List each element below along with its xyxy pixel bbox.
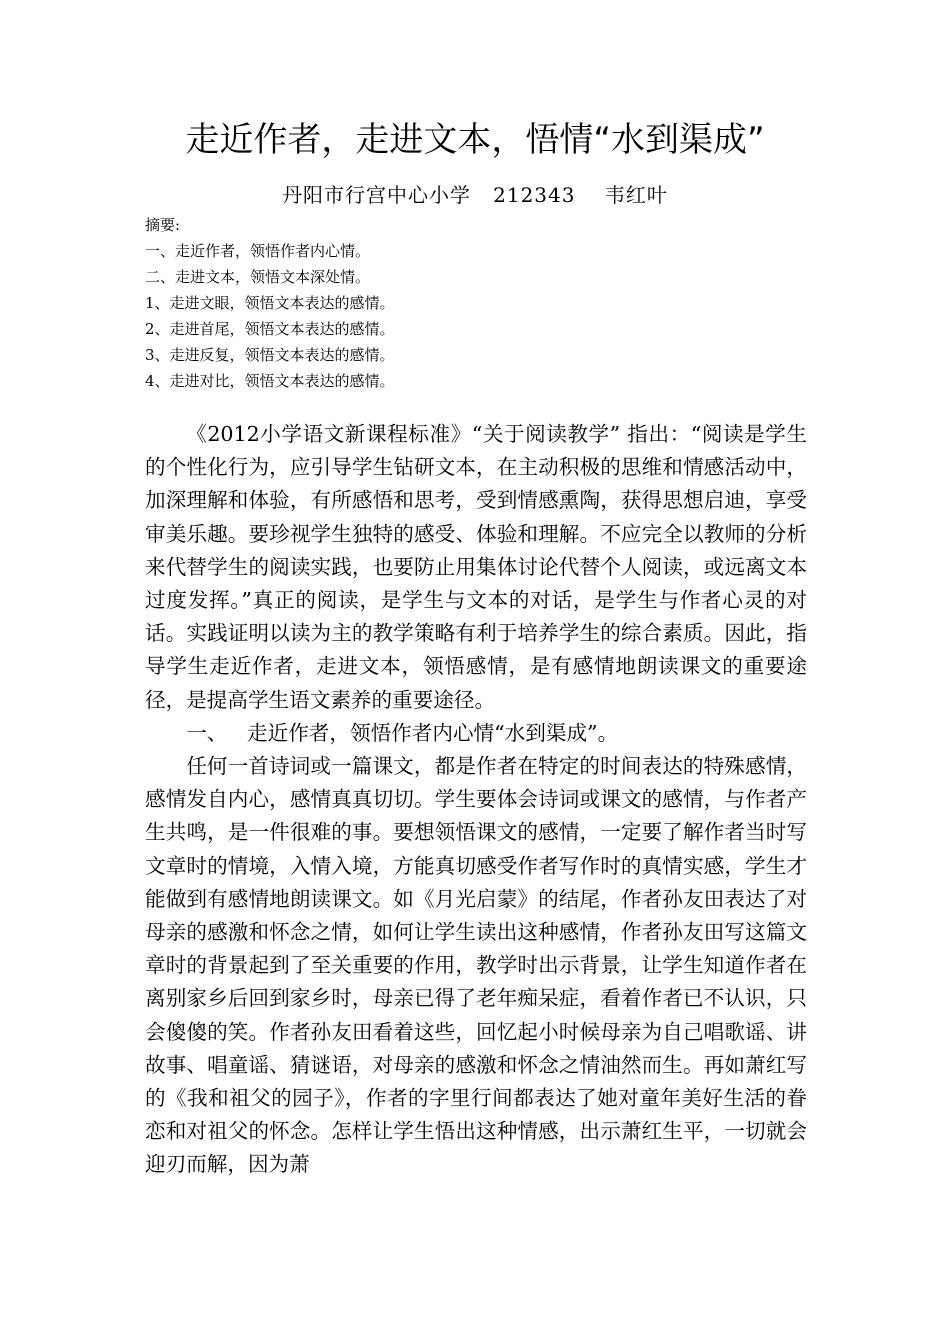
intro-paragraph: 《2012小学语文新课程标准》“关于阅读教学” 指出：“阅读是学生的个性化行为，应引导学生钻研文本，在主动积极的思维和情感活动中，加深理解和体验，有所感悟和思考，受到情感熏陶，获得思想启迪，享受审美乐趣。要珍视学生独特的感受、体验和理解。不应完全以教师的分析来代替学生的阅读实践，也要防止用集体讨论代替个人阅读，或远离文本过度发挥。”真正的阅读，是学生与文本的对话，是学生与作者心灵的对话。实践证明以读为主的教学策略有利于培养学生的综合素质。因此，指导学生走近作者，走进文本，领悟感情，是有感情地朗读课文的重要途径，是提高学生语文素养的重要途径。 <box>145 422 807 712</box>
abstract-item: 二、走进文本，领悟文本深处情。 <box>145 268 371 286</box>
abstract-item: 1、走进文眼，领悟文本表达的感情。 <box>145 294 395 312</box>
body-text <box>145 418 807 1182</box>
abstract-label: 摘要: <box>145 216 181 234</box>
abstract-section <box>145 212 825 394</box>
abstract-item: 2、走进首尾，领悟文本表达的感情。 <box>145 320 395 338</box>
abstract-item: 3、走进反复，领悟文本表达的感情。 <box>145 346 395 364</box>
abstract-item: 一、走近作者，领悟作者内心情。 <box>145 242 371 260</box>
section-heading: 一、 走近作者，领悟作者内心情“水到渠成”。 <box>186 720 619 745</box>
section-paragraph: 任何一首诗词或一篇课文，都是作者在特定的时间表达的特殊感情，感情发自内心，感情真真切切。学生要体会诗词或课文的感情，与作者产生共鸣，是一件很难的事。要想领悟课文的感情，一定要了解作者当时写文章时的情境，入情入境，方能真切感受作者写作时的真情实感，学生才能做到有感情地朗读课文。如《月光启蒙》的结尾，作者孙友田表达了对母亲的感激和怀念之情，如何让学生读出这种感情，作者孙友田写这篇文章时的背景起到了至关重要的作用，教学时出示背景，让学生知道作者在离别家乡后回到家乡时，母亲已得了老年痴呆症，看着作者已不认识，只会傻傻的笑。作者孙友田看着这些，回忆起小时候母亲为自己唱歌谣、讲故事、唱童谣、猜谜语，对母亲的感激和怀念之情油然而生。再如萧红写的《我和祖父的园子》，作者的字里行间都表达了她对童年美好生活的眷恋和对祖父的怀念。怎样让学生悟出这种情感，出示萧红生平，一切就会迎刃而解，因为萧 <box>145 754 807 1177</box>
document-title: 走近作者，走进文本，悟情“水到渠成” <box>185 120 765 160</box>
author-line: 丹阳市行宫中心小学 212343 韦红叶 <box>282 183 668 207</box>
abstract-item: 4、走进对比，领悟文本表达的感情。 <box>145 372 395 390</box>
